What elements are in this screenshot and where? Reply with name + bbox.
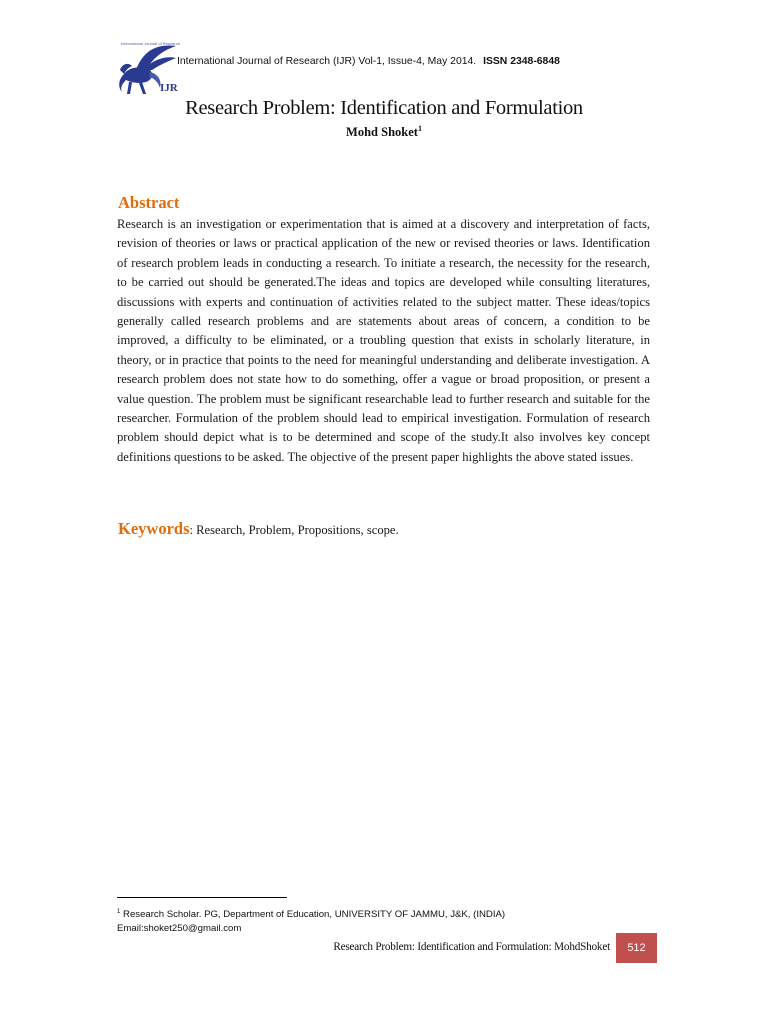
footnote xyxy=(117,905,505,936)
logo-caption: International Journal of Research xyxy=(121,41,180,46)
abstract-heading: Abstract xyxy=(118,193,180,212)
abstract-body: Research is an investigation or experimentation that is aimed at a discovery and interpretation of facts, revision of theories or laws or practical application of the new or revised theories or laws. Identification of research problem leads in conducting a research. To initiate a research, the necessity for the research, to be carried out should be generated.The ideas and topics are developed while consulting literatures, discussions with experts and continuation of activities related to the subject matter. These ideas/topics generally called research problems and are statements about areas of concern, a condition to be improved, a difficulty to be eliminated, or a troubling question that exists in scholarly literature, in theory, or in practice that points to the need for meaningful understanding and deliberate investigation. A research problem does not state how to do something, offer a vague or broad proposition, or present a value question. The problem must be significant researchable lead to further research and suitable for the researcher. Formulation of the problem should lead to empirical investigation. Formulation of research problem should depict what is to be determined and scope of the study.It also involves key concept definitions questions to be asked. The objective of the present paper highlights the above stated issues. xyxy=(117,217,650,464)
footnote-marker: 1 xyxy=(117,909,121,915)
journal-header xyxy=(177,56,560,67)
running-footer: Research Problem: Identification and Formulation: MohdShoket xyxy=(333,941,610,953)
footnote-affiliation-text: Research Scholar. PG, Department of Education, UNIVERSITY OF JAMMU, J&K, (INDIA) xyxy=(120,909,506,921)
keywords-list: : Research, Problem, Propositions, scope. xyxy=(189,523,399,537)
footnote-affiliation xyxy=(117,905,505,922)
footnote-divider xyxy=(117,897,287,898)
issn-number: ISSN 2348-6848 xyxy=(483,56,560,67)
author-name: Mohd Shoket xyxy=(346,125,418,140)
keywords-line xyxy=(118,519,399,539)
page-number: 512 xyxy=(616,933,657,963)
keywords-label: Keywords xyxy=(118,519,190,538)
journal-citation: International Journal of Research (IJR) Vol-1, Issue-4, May 2014. xyxy=(177,56,477,67)
paper-title: Research Problem: Identification and Formulation xyxy=(185,97,583,119)
logo-abbreviation: IJR xyxy=(160,82,178,94)
footnote-email: Email:shoket250@gmail.com xyxy=(117,923,242,935)
author-line xyxy=(0,124,768,140)
author-footnote-marker: 1 xyxy=(417,124,422,133)
